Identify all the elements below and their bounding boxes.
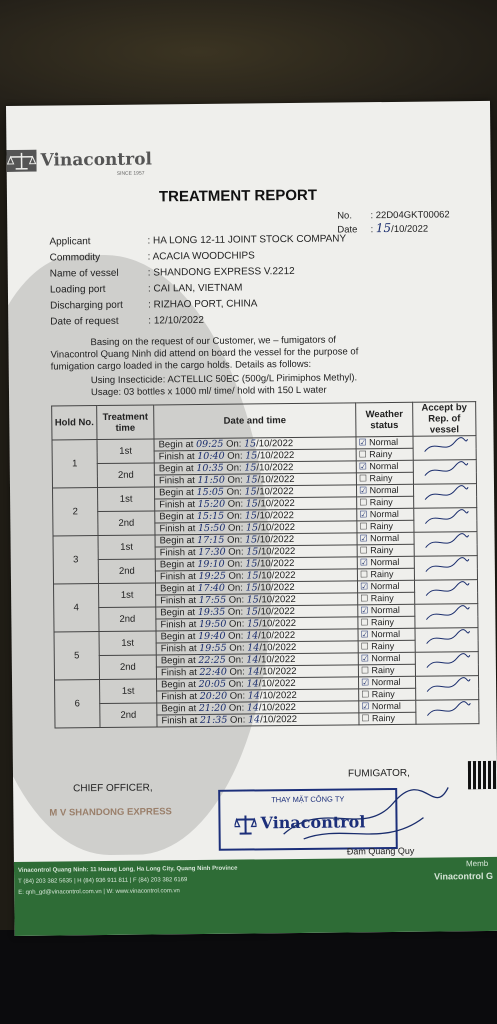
field-label: Discharging port (50, 299, 123, 312)
weather-normal (356, 436, 413, 449)
weather-label: Normal (370, 532, 400, 544)
handwritten-time: 19:50 (198, 618, 227, 631)
time-label: Begin at (159, 535, 195, 547)
on-label: On: (229, 666, 245, 678)
time-label: Finish at (160, 667, 197, 679)
time-label: Finish at (159, 571, 196, 583)
vessel-signature (413, 484, 476, 509)
weather-label: Rainy (370, 544, 394, 556)
checked-box-icon: ☑ (358, 485, 370, 496)
signature-scribble (420, 532, 470, 553)
on-label: On: (227, 498, 244, 510)
time-label: Finish at (158, 451, 195, 463)
brand-logo (6, 148, 152, 172)
handwritten-time: 15:50 (197, 522, 226, 535)
time-label: Begin at (161, 679, 197, 691)
weather-label: Rainy (369, 520, 394, 532)
on-label: On: (228, 618, 245, 630)
handwritten-day: 15 (246, 618, 260, 630)
insecticide-line: Using Insecticide: ACTELLIC 50EC (500g/L Pirimiphos Methyl). (90, 372, 358, 387)
month-year: /10/2022 (257, 534, 295, 546)
checkbox-icon: ☐ (360, 641, 372, 652)
weather-label: Rainy (369, 472, 393, 484)
month-year: /10/2022 (259, 689, 297, 702)
month-year: /10/2022 (256, 438, 294, 450)
checked-box-icon: ☑ (361, 677, 372, 688)
on-label: On: (226, 438, 242, 450)
on-label: On: (228, 594, 245, 606)
signature-scribble (420, 484, 470, 505)
vessel-signature (414, 556, 477, 581)
time-label: Finish at (159, 547, 196, 559)
handwritten-day: 15 (246, 570, 259, 582)
report-date: Date : 15/10/2022 (337, 220, 429, 236)
background-bottom (0, 930, 497, 1024)
month-year: /10/2022 (256, 462, 294, 474)
handwritten-time: 10:35 (196, 462, 224, 475)
hold-number: 6 (55, 680, 101, 728)
time-label: Begin at (160, 655, 196, 667)
header-treatment: Treatment time (97, 405, 154, 440)
signature-scribble (421, 556, 471, 577)
report-no: No. : 22D04GKT00062 (337, 209, 450, 222)
handwritten-day: 15 (245, 534, 258, 546)
month-year: /10/2022 (257, 582, 295, 594)
weather-label: Normal (371, 652, 401, 664)
stamp-small-text: THAY MẶT CÔNG TY (271, 794, 345, 805)
on-label: On: (227, 606, 244, 618)
hold-number: 1 (52, 440, 98, 488)
checked-box-icon: ☑ (360, 605, 371, 616)
handwritten-day: 14 (246, 630, 259, 642)
signature-scribble (419, 436, 469, 457)
checked-box-icon: ☑ (359, 533, 371, 544)
weather-label: Normal (370, 580, 400, 592)
handwritten-day: 15 (245, 474, 258, 486)
signature-scribble (420, 460, 470, 481)
handwritten-time: 15:20 (197, 498, 226, 511)
checkbox-icon: ☐ (359, 545, 371, 556)
handwritten-day: 15 (246, 594, 259, 606)
weather-label: Normal (370, 556, 400, 568)
time-label: Begin at (158, 439, 194, 451)
handwritten-time: 17:15 (197, 534, 225, 547)
month-year: /10/2022 (257, 558, 295, 570)
checkbox-icon: ☐ (358, 449, 370, 460)
weather-normal (357, 508, 414, 521)
signer-name: Đam Quang Quy (346, 845, 415, 857)
handwritten-day: 14 (247, 714, 261, 726)
on-label: On: (228, 630, 244, 642)
treatment-time: 1st (98, 487, 155, 512)
treatment-time: 2nd (98, 511, 155, 536)
handwritten-time: 21:20 (198, 702, 227, 715)
treatment-time: 1st (99, 631, 156, 656)
checkbox-icon: ☐ (361, 689, 372, 700)
checked-box-icon: ☑ (361, 701, 372, 712)
handwritten-time: 19:35 (197, 606, 226, 619)
checked-box-icon: ☑ (359, 581, 371, 592)
time-label: Begin at (160, 607, 196, 619)
checkbox-icon: ☐ (359, 521, 371, 532)
on-label: On: (227, 534, 243, 546)
weather-label: Normal (371, 628, 401, 640)
handwritten-day: 15 (244, 462, 257, 474)
time-label: Begin at (158, 463, 194, 475)
field-value: : RIZHAO PORT, CHINA (148, 298, 258, 311)
checked-box-icon: ☑ (358, 437, 370, 448)
handwritten-time: 11:50 (197, 474, 225, 487)
document-page (6, 101, 497, 936)
weather-label: Normal (369, 460, 399, 472)
checkbox-icon: ☐ (360, 593, 371, 604)
month-year: /10/2022 (258, 630, 296, 642)
month-year: /10/2022 (260, 713, 298, 726)
field-label: Applicant (49, 236, 91, 248)
handwritten-day: 15 (245, 522, 259, 534)
scales-icon (6, 150, 36, 172)
time-label: Begin at (159, 559, 195, 571)
handwritten-day: 15 (246, 546, 259, 558)
handwritten-time: 19:10 (197, 558, 225, 571)
signature-scribble (422, 652, 472, 673)
handwritten-day: 14 (247, 642, 260, 654)
time-label: Finish at (159, 523, 196, 535)
treatment-table (51, 401, 479, 728)
weather-label: Rainy (371, 664, 395, 676)
treatment-time: 2nd (99, 655, 156, 680)
on-label: On: (229, 714, 246, 726)
weather-label: Rainy (371, 688, 395, 700)
header-weather: Weather status (356, 402, 413, 437)
weather-label: Rainy (371, 712, 396, 724)
handwritten-day: 14 (246, 654, 259, 666)
brand-name: Vinacontrol (40, 149, 153, 171)
on-label: On: (228, 654, 244, 666)
vessel-signature (415, 652, 478, 677)
time-label: Begin at (159, 487, 194, 499)
handwritten-time: 20:20 (199, 690, 228, 703)
weather-rainy (357, 496, 414, 509)
weather-normal (356, 484, 413, 497)
on-label: On: (226, 462, 242, 474)
month-year: /10/2022 (256, 510, 294, 522)
month-year: /10/2022 (257, 521, 296, 534)
vessel-stamp: M V SHANDONG EXPRESS (49, 806, 172, 819)
handwritten-day: 15 (245, 582, 258, 594)
on-label: On: (228, 678, 244, 690)
handwritten-day: 14 (247, 666, 260, 678)
time-label: Finish at (161, 715, 198, 727)
weather-rainy (358, 640, 415, 653)
checkbox-icon: ☐ (360, 665, 372, 676)
weather-rainy (357, 544, 414, 557)
weather-rainy (358, 664, 415, 677)
header-hold: Hold No. (52, 406, 97, 440)
weather-rainy (356, 472, 413, 485)
vessel-signature (413, 460, 476, 485)
time-label: Finish at (160, 595, 197, 607)
treatment-time: 2nd (100, 703, 157, 728)
checked-box-icon: ☑ (359, 557, 371, 568)
signature-scribble (422, 700, 472, 721)
handwritten-day: 15 (245, 606, 258, 618)
signature-scribble (422, 676, 472, 697)
checked-box-icon: ☑ (360, 653, 372, 664)
month-year: /10/2022 (258, 677, 296, 690)
checkbox-icon: ☐ (359, 497, 370, 508)
weather-normal (358, 604, 415, 617)
handwritten-day: 14 (246, 678, 259, 690)
vessel-signature (413, 436, 476, 461)
weather-normal (357, 556, 414, 569)
field-label: Date of request (50, 315, 119, 328)
handwritten-day: 15 (245, 450, 258, 462)
handwritten-time: 20:05 (198, 678, 227, 691)
company-footer (14, 857, 497, 936)
checked-box-icon: ☑ (359, 509, 370, 520)
month-year: /10/2022 (258, 654, 296, 666)
checked-box-icon: ☑ (358, 461, 370, 472)
on-label: On: (228, 546, 244, 558)
time-label: Begin at (160, 583, 195, 595)
time-label: Begin at (160, 631, 196, 643)
header-date: Date and time (154, 403, 356, 439)
on-label: On: (227, 558, 243, 570)
chief-officer-label: CHIEF OFFICER, (73, 782, 153, 795)
weather-rainy (359, 712, 416, 725)
weather-label: Rainy (370, 616, 395, 628)
month-year: /10/2022 (257, 606, 295, 618)
weather-normal (359, 700, 416, 713)
treatment-time: 2nd (98, 559, 155, 584)
hold-number: 2 (53, 488, 99, 536)
field-label: Loading port (49, 283, 106, 296)
month-year: /10/2022 (259, 641, 297, 654)
treatment-time: 2nd (99, 607, 156, 632)
handwritten-day: 15 (244, 510, 257, 522)
handwritten-time: 19:25 (198, 570, 226, 583)
on-label: On: (226, 510, 243, 522)
signature-scribble (421, 604, 471, 625)
handwritten-day: 14 (247, 690, 260, 702)
field-value: : SHANDONG EXPRESS V.2212 (147, 265, 295, 279)
month-year: /10/2022 (256, 486, 294, 498)
vessel-signature (414, 508, 477, 533)
footer-phones: T (84) 203 382 5635 | H (84) 936 911 811 | F (84) 203 382 6169 (18, 877, 188, 885)
treatment-time: 1st (100, 679, 157, 704)
weather-normal (358, 676, 415, 689)
month-year: /10/2022 (258, 569, 296, 582)
on-label: On: (227, 522, 244, 534)
weather-label: Rainy (369, 448, 393, 460)
hold-number: 3 (53, 536, 99, 584)
handwritten-day: 15 (243, 438, 257, 450)
time-label: Finish at (160, 619, 197, 631)
table-body (52, 436, 479, 728)
weather-label: Rainy (370, 568, 394, 580)
field-value: : 12/10/2022 (148, 314, 204, 327)
weather-rainy (356, 448, 413, 461)
weather-normal (358, 652, 415, 665)
field-label: Name of vessel (49, 267, 119, 280)
weather-rainy (357, 568, 414, 581)
footer-contacts: E: qnh_gd@vinacontrol.com.vn | W: www.vinacontrol.com.vn (18, 888, 180, 896)
hold-number: 5 (54, 632, 100, 680)
on-label: On: (227, 450, 243, 462)
weather-label: Normal (369, 436, 399, 448)
on-label: On: (226, 486, 242, 498)
handwritten-day: 15 (245, 498, 258, 510)
month-year: /10/2022 (257, 450, 295, 462)
weather-normal (357, 532, 414, 545)
month-year: /10/2022 (258, 545, 296, 558)
weather-label: Rainy (370, 592, 394, 604)
fumigator-label: FUMIGATOR, (347, 767, 410, 780)
treatment-time: 1st (99, 583, 156, 608)
handwritten-time: 17:55 (198, 594, 227, 607)
weather-rainy (359, 688, 416, 701)
handwritten-time: 09:25 (196, 438, 224, 451)
month-year: /10/2022 (257, 473, 295, 486)
hold-number: 4 (54, 584, 100, 632)
handwritten-time: 21:35 (199, 714, 228, 727)
intro-paragraph: Basing on the request of our Customer, we – fumigators of Vinacontrol Quang Ninh did attend on board the vessel for the purpose of fumigation cargo loaded in the cargo holds. Details as follows: (50, 334, 359, 373)
handwritten-time: 15:15 (196, 510, 225, 523)
weather-normal (358, 628, 415, 641)
handwritten-time: 10:40 (197, 450, 225, 463)
handwritten-time: 19:40 (198, 630, 226, 643)
weather-label: Normal (371, 700, 401, 712)
on-label: On: (228, 702, 245, 714)
month-year: /10/2022 (259, 665, 297, 678)
weather-label: Rainy (369, 496, 393, 508)
field-value: : CAI LAN, VIETNAM (147, 282, 243, 295)
weather-rainy (358, 616, 415, 629)
checkbox-icon: ☐ (359, 569, 371, 580)
time-label: Finish at (161, 691, 198, 703)
time-label: Finish at (159, 499, 196, 511)
time-label: Begin at (159, 511, 195, 523)
document-title: TREATMENT REPORT (158, 186, 318, 206)
vessel-signature (414, 532, 477, 557)
signature-scribble (420, 508, 470, 529)
handwritten-time: 22:40 (199, 666, 227, 679)
finish-time (157, 713, 359, 727)
header-accept: Accept by Rep. of vessel (413, 402, 476, 437)
field-value: : ACACIA WOODCHIPS (147, 250, 255, 263)
weather-normal (356, 460, 413, 473)
month-year: /10/2022 (257, 497, 295, 510)
time-label: Finish at (160, 643, 197, 655)
weather-rainy (357, 520, 414, 533)
on-label: On: (229, 690, 246, 702)
handwritten-time: 15:05 (196, 486, 225, 499)
treatment-time: 2nd (97, 463, 154, 488)
handwritten-time: 17:30 (198, 546, 226, 559)
weather-normal (357, 580, 414, 593)
handwritten-day: 15 (245, 558, 258, 570)
weather-label: Normal (370, 604, 400, 616)
weather-rainy (358, 592, 415, 605)
handwritten-time: 22:25 (198, 654, 226, 667)
usage-line: Usage: 03 bottles x 1000 ml/ time/ hold with 150 L water (90, 384, 327, 399)
signature-scribble (421, 628, 471, 649)
handwritten-time: 19:55 (199, 642, 227, 655)
handwritten-time: 17:40 (197, 582, 226, 595)
brand-since: SINCE 1957 (116, 170, 145, 177)
vessel-signature (415, 628, 478, 653)
footer-brand: Vinacontrol G (434, 870, 493, 882)
on-label: On: (228, 570, 244, 582)
treatment-time: 1st (97, 439, 154, 464)
footer-address: Vinacontrol Quang Ninh: 11 Hoang Long, Ha Long City, Quang Ninh Province (17, 865, 238, 874)
handwritten-day: 14 (246, 702, 259, 714)
time-label: Finish at (158, 475, 195, 487)
weather-label: Normal (369, 508, 399, 520)
on-label: On: (227, 474, 243, 486)
checkbox-icon: ☐ (361, 713, 373, 724)
scales-icon (234, 813, 256, 835)
checkbox-icon: ☐ (358, 473, 370, 484)
field-value: : HA LONG 12-11 JOINT STOCK COMPANY (147, 233, 347, 247)
month-year: /10/2022 (258, 701, 296, 714)
vessel-signature (416, 700, 479, 725)
treatment-time: 1st (98, 535, 155, 560)
qr-code (468, 761, 496, 789)
signature-scribble (421, 580, 471, 601)
weather-label: Normal (371, 676, 401, 688)
checked-box-icon: ☑ (360, 629, 372, 640)
on-label: On: (227, 582, 243, 594)
month-year: /10/2022 (258, 593, 296, 606)
on-label: On: (229, 642, 245, 654)
time-label: Begin at (161, 703, 197, 715)
month-year: /10/2022 (259, 617, 297, 630)
field-label: Commodity (49, 252, 101, 264)
vessel-signature (415, 676, 478, 701)
vessel-signature (415, 604, 478, 629)
footer-member: Memb (465, 858, 489, 869)
weather-label: Normal (369, 484, 399, 496)
handwritten-day: 15 (244, 486, 257, 498)
weather-label: Rainy (371, 640, 395, 652)
stamp-brand: Vinacontrol (260, 812, 366, 833)
checkbox-icon: ☐ (360, 617, 372, 628)
vessel-signature (414, 580, 477, 605)
